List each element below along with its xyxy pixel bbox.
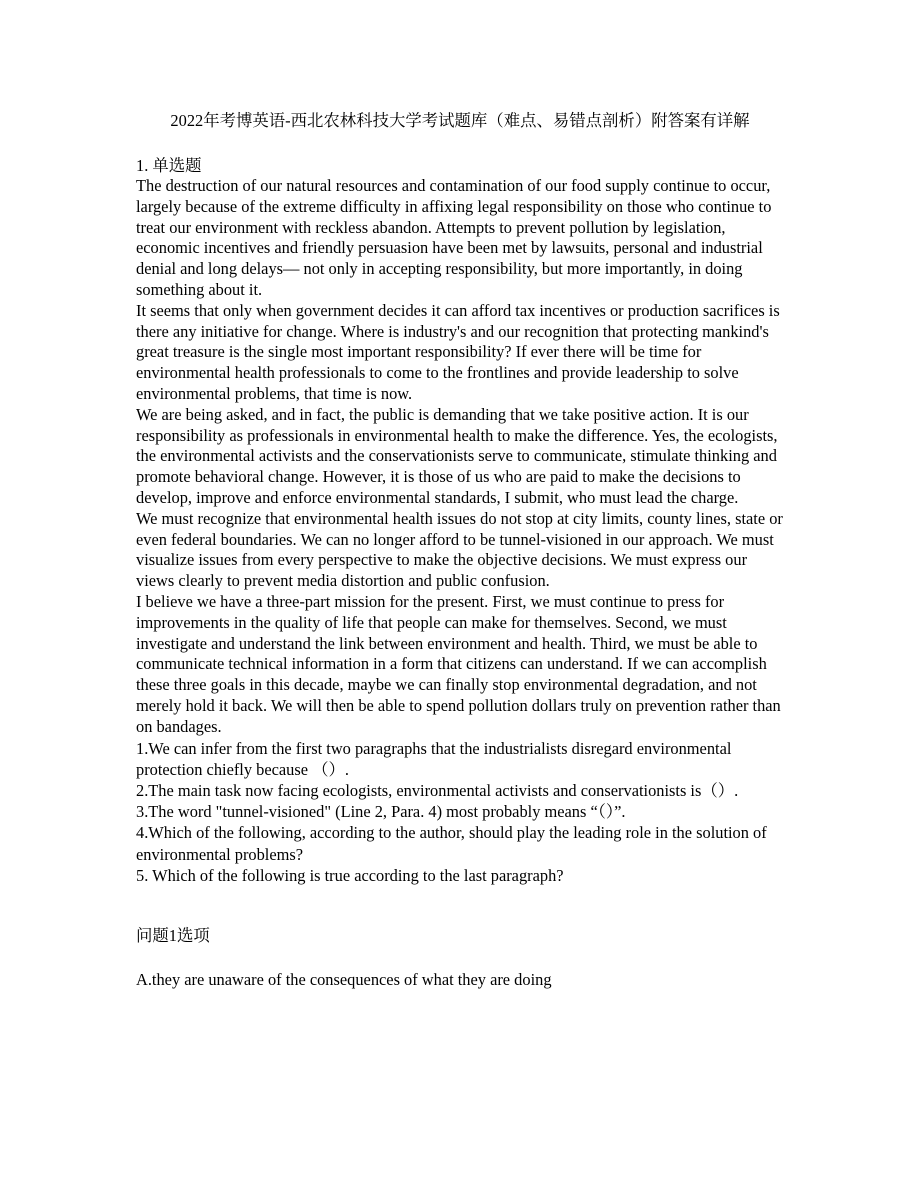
question-item: 4.Which of the following, according to the author, should play the leading role in the solution of environmental problems? <box>136 823 767 864</box>
reading-passage <box>136 176 788 738</box>
question-list <box>136 738 788 886</box>
question-item: 2.The main task now facing ecologists, environmental activists and conservationists is（）. <box>136 780 739 800</box>
passage-paragraph: We must recognize that environmental health issues do not stop at city limits, county lines, state or even federal boundaries. We can no longer afford to be tunnel-visioned in our approach. We must visualize issues from every perspective to make the objective decisions. We must express our views clearly to prevent media distortion and public confusion. <box>136 508 783 591</box>
passage-paragraph: I believe we have a three-part mission for the present. First, we must continue to press for improvements in the quality of life that people can make for themselves. Second, we must investigate and understand the link between environment and health. Third, we must be able to communicate technical information in a form that citizens can understand. If we can accomplish these three goals in this decade, maybe we can finally stop environmental degradation, and not merely hold it back. We will then be able to spend pollution dollars truly on prevention rather than on bandages. <box>136 591 781 736</box>
question-item: 3.The word "tunnel-visioned" (Line 2, Para. 4) most probably means “（）”. <box>136 802 626 822</box>
answer-option: A.they are unaware of the consequences of what they are doing <box>136 969 552 989</box>
options-heading: 问题1选项 <box>136 925 210 945</box>
question-item: 5. Which of the following is true according to the last paragraph? <box>136 865 564 885</box>
document-title: 2022年考博英语-西北农林科技大学考试题库（难点、易错点剖析）附答案有详解 <box>170 111 750 130</box>
question-item: 1.We can infer from the first two paragraphs that the industrialists disregard environmental protection chiefly because （）. <box>136 738 732 779</box>
passage-paragraph: The destruction of our natural resources and contamination of our food supply continue to occur, largely because of the extreme difficulty in affixing legal responsibility on those who continue to treat our environment with reckless abandon. Attempts to prevent pollution by legislation, economic incentives and friendly persuasion have been met by lawsuits, personal and industrial denial and long delays— not only in accepting responsibility, but more importantly, in doing something about it. <box>136 176 772 299</box>
section-heading: 1. 单选题 <box>136 156 202 175</box>
passage-paragraph: It seems that only when government decides it can afford tax incentives or production sacrifices is there any initiative for change. Where is industry's and our recognition that protecting mankind's great treasure is the single most important responsibility? If ever there will be time for environmental health professionals to come to the frontlines and provide leadership to solve environmental problems, that time is now. <box>136 300 780 403</box>
document-body <box>136 156 788 990</box>
passage-paragraph: We are being asked, and in fact, the public is demanding that we take positive action. It is our responsibility as professionals in environmental health to make the difference. Yes, the ecologists, the environmental activists and the conservationists serve to communicate, stimulate thinking and promote behavioral change. However, it is those of us who are paid to make the decisions to develop, improve and enforce environmental standards, I submit, who must lead the charge. <box>136 404 778 507</box>
